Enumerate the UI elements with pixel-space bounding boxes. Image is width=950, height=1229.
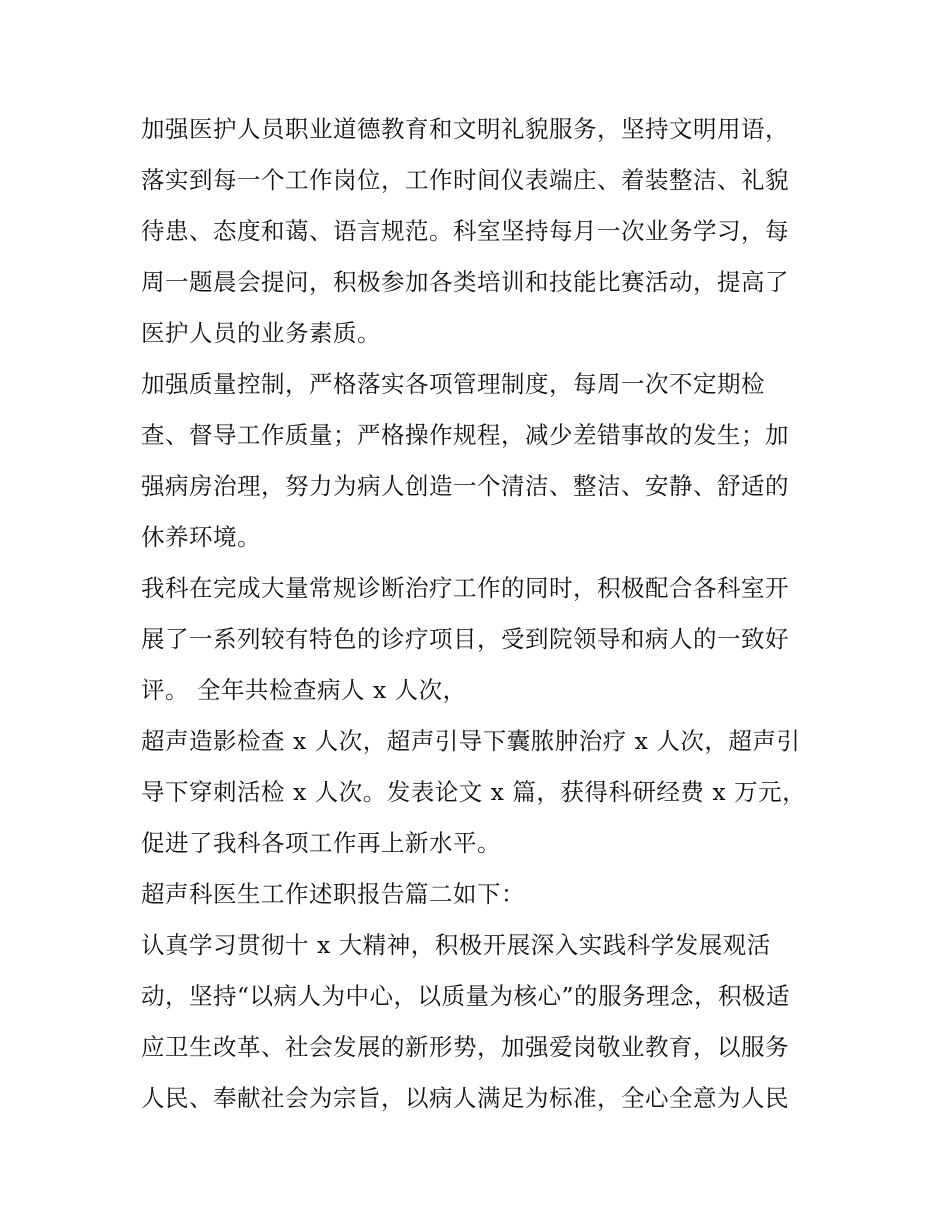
text-line: 导下穿刺活检 x 人次。发表论文 x 篇，获得科研经费 x 万元， xyxy=(141,778,807,806)
text-line: 动，坚持“以病人为中心，以质量为核心”的服务理念，积极适 xyxy=(141,982,791,1010)
text-line: 强病房治理，努力为病人创造一个清洁、整洁、安静、舒适的 xyxy=(141,472,789,500)
text-line: 我科在完成大量常规诊断治疗工作的同时，积极配合各科室开 xyxy=(141,574,789,602)
text-line: 休养环境。 xyxy=(141,523,261,551)
text-line: 人民、奉献社会为宗旨，以病人满足为标准，全心全意为人民 xyxy=(141,1084,789,1112)
text-line: 待患、态度和蔼、语言规范。科室坚持每月一次业务学习，每 xyxy=(141,217,789,245)
text-line: 评。 全年共检查病人 x 人次， xyxy=(141,676,467,704)
text-line: 超声造影检查 x 人次，超声引导下囊脓肿治疗 x 人次，超声引 xyxy=(141,727,801,755)
text-line: 展了一系列较有特色的诊疗项目，受到院领导和病人的一致好 xyxy=(141,625,789,653)
text-line: 周一题晨会提问，积极参加各类培训和技能比赛活动，提高了 xyxy=(141,268,789,296)
text-line: 加强医护人员职业道德教育和文明礼貌服务，坚持文明用语， xyxy=(141,115,789,143)
text-line: 应卫生改革、社会发展的新形势，加强爱岗敬业教育，以服务 xyxy=(141,1033,789,1061)
text-line: 查、督导工作质量；严格操作规程，减少差错事故的发生；加 xyxy=(141,421,789,449)
text-line: 医护人员的业务素质。 xyxy=(141,319,381,347)
text-line: 加强质量控制，严格落实各项管理制度，每周一次不定期检 xyxy=(141,370,765,398)
text-line: 促进了我科各项工作再上新水平。 xyxy=(141,829,501,857)
text-line: 认真学习贯彻十 x 大精神，积极开展深入实践科学发展观活 xyxy=(141,931,771,959)
section-heading: 超声科医生工作述职报告篇二如下： xyxy=(141,880,525,908)
text-line: 落实到每一个工作岗位，工作时间仪表端庄、着装整洁、礼貌 xyxy=(141,166,789,194)
